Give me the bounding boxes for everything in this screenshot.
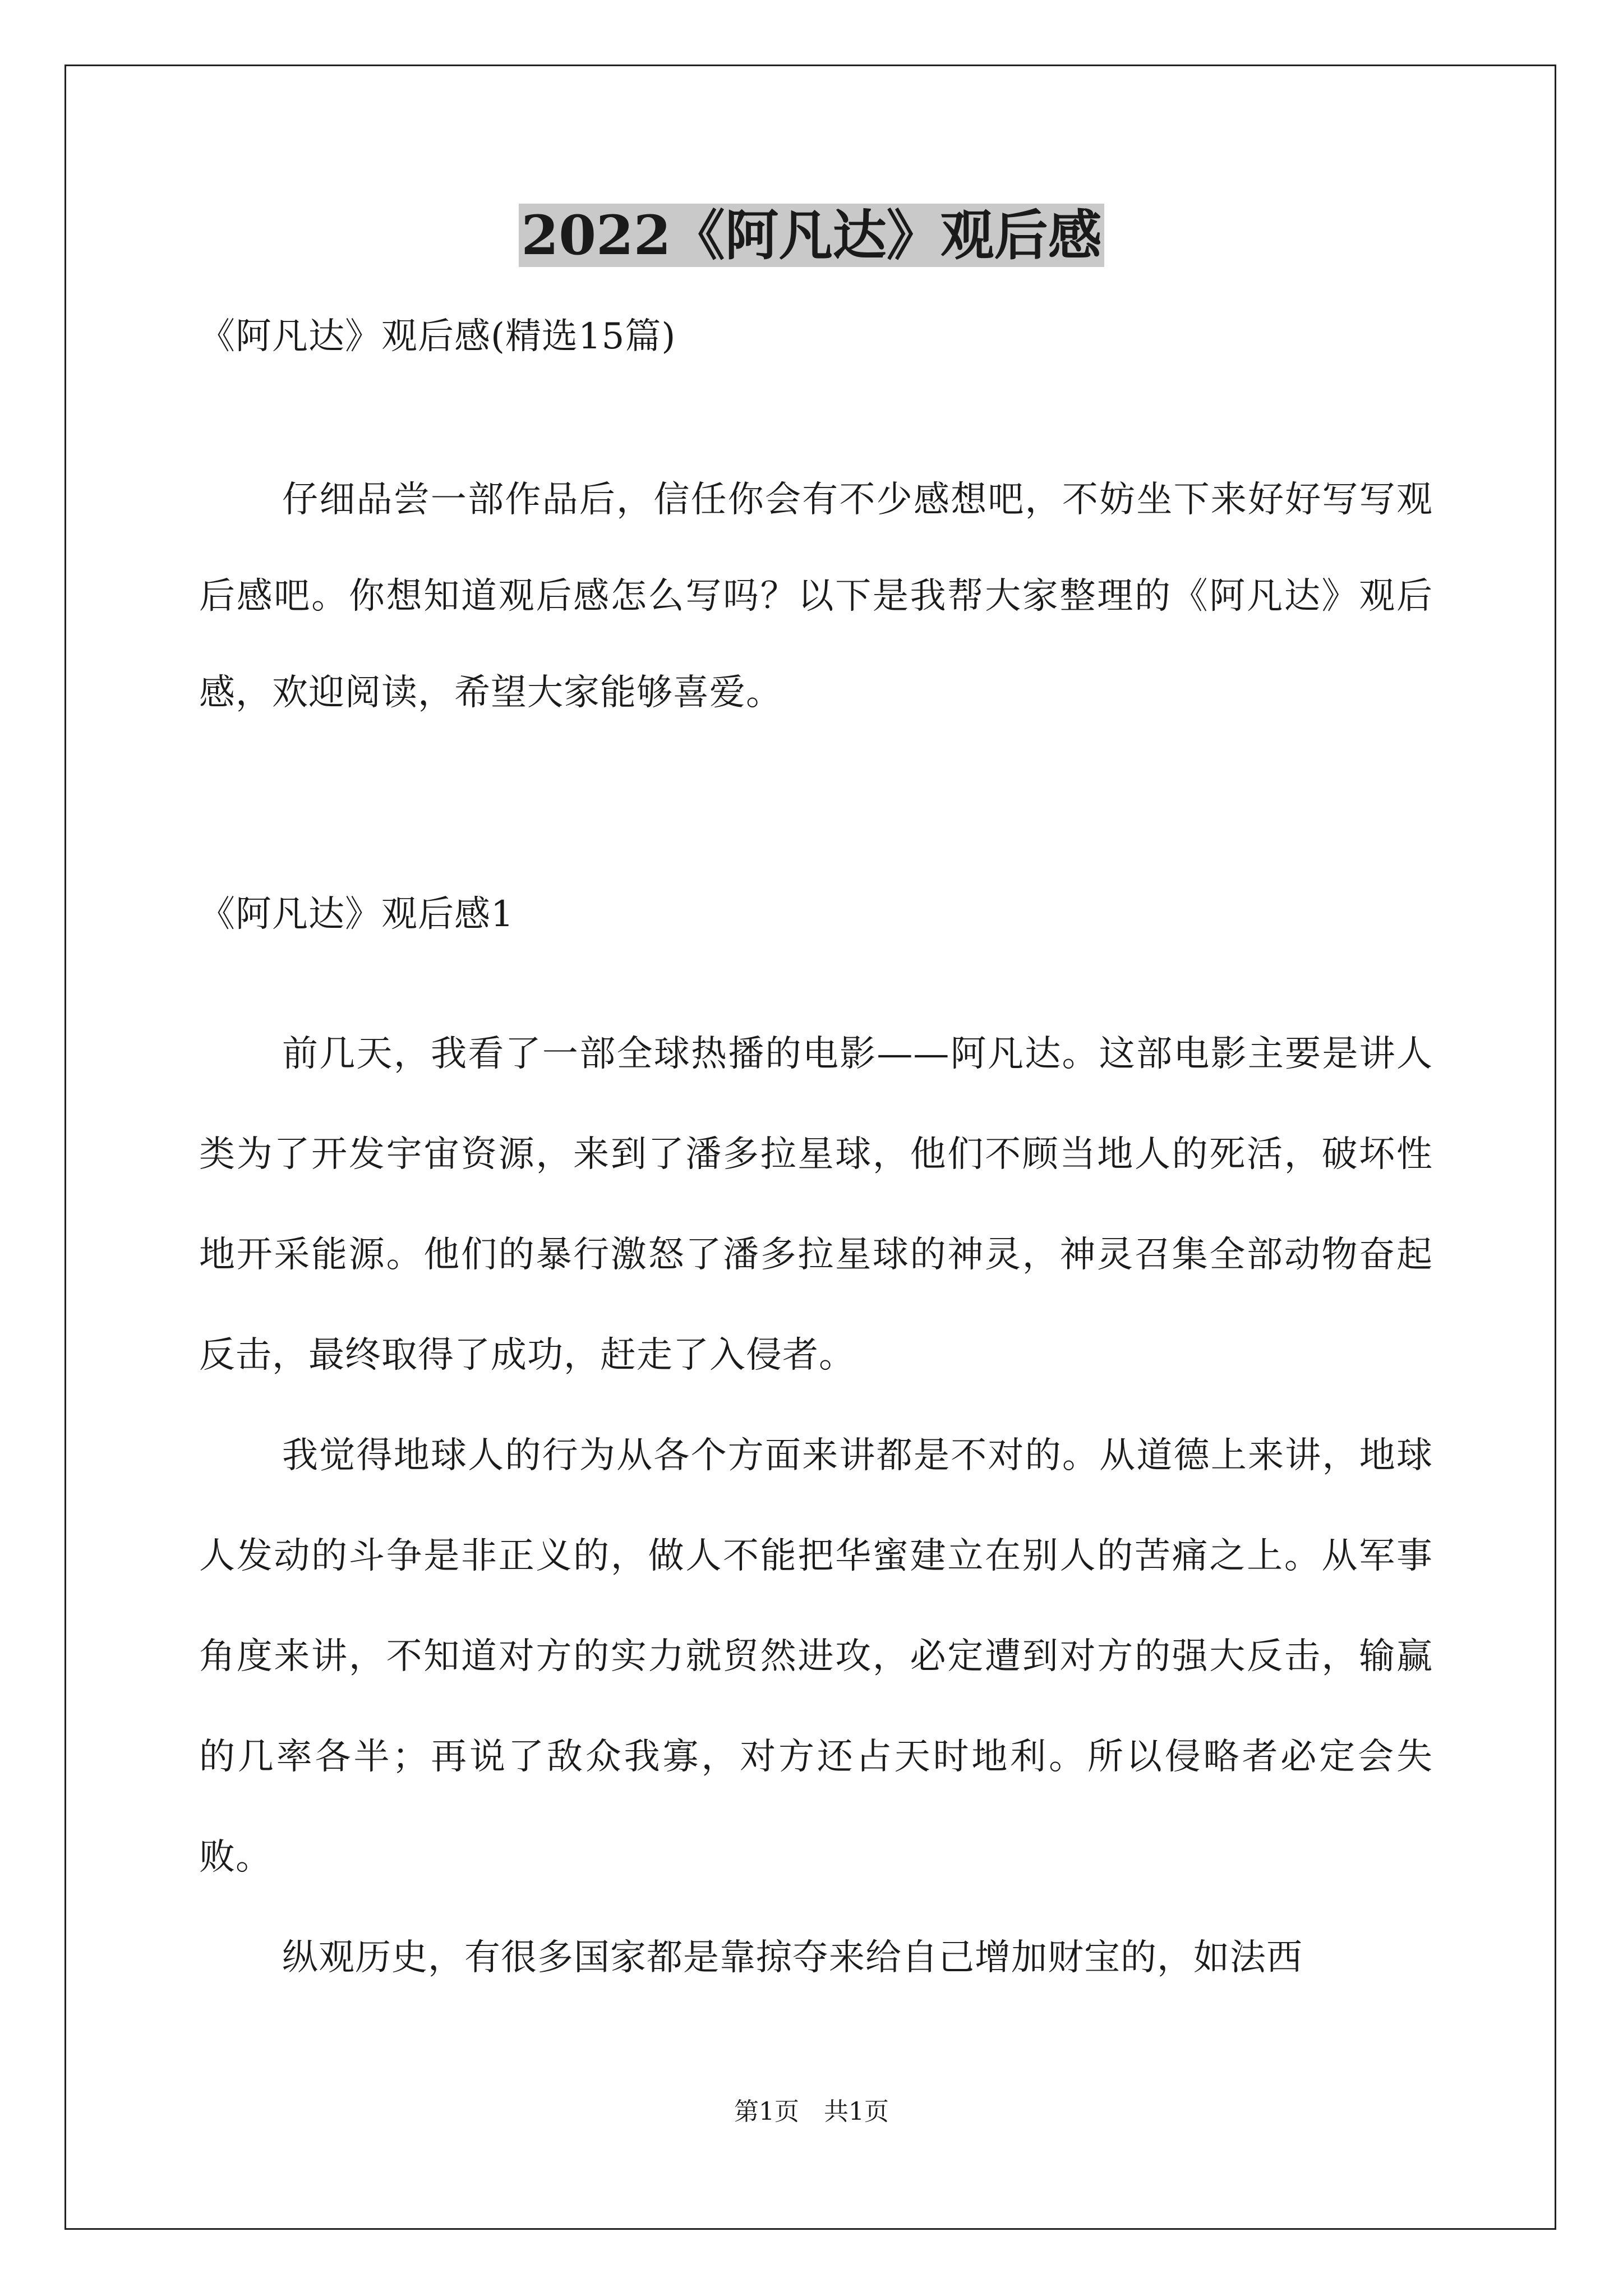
body-paragraph-3: 纵观历史，有很多国家都是靠掠夺来给自己增加财宝的，如法西 — [282, 1937, 1303, 1978]
document-subtitle: 《阿凡达》观后感(精选15篇) — [199, 316, 676, 357]
body-paragraph-2: 我觉得地球人的行为从各个方面来讲都是不对的。从道德上来讲，地球人发动的斗争是非正义的，做人不能把华蜜建立在别人的苦痛之上。从军事角度来讲，不知道对方的实力就贸然进攻，必定遭到对方的强大反击，输赢的几率各半；再说了敌众我寡，对方还占天时地利。所以侵略者必定会失败。 — [199, 1435, 1433, 1878]
document-title — [0, 199, 1623, 272]
document-title-text: 2022《阿凡达》观后感 — [519, 204, 1104, 267]
section-heading: 《阿凡达》观后感1 — [199, 894, 514, 935]
intro-paragraph: 仔细品尝一部作品后，信任你会有不少感想吧，不妨坐下来好好写写观后感吧。你想知道观后感怎么写吗？以下是我帮大家整理的《阿凡达》观后感，欢迎阅读，希望大家能够喜爱。 — [199, 479, 1433, 714]
body-paragraph-1: 前几天，我看了一部全球热播的电影——阿凡达。这部电影主要是讲人类为了开发宇宙资源，来到了潘多拉星球，他们不顾当地人的死活，破坏性地开采能源。他们的暴行激怒了潘多拉星球的神灵，神灵召集全部动物奋起反击，最终取得了成功，赶走了入侵者。 — [199, 1033, 1433, 1376]
section-body — [199, 1004, 1433, 2008]
page-number-footer: 第1页 共1页 — [734, 2097, 889, 2126]
